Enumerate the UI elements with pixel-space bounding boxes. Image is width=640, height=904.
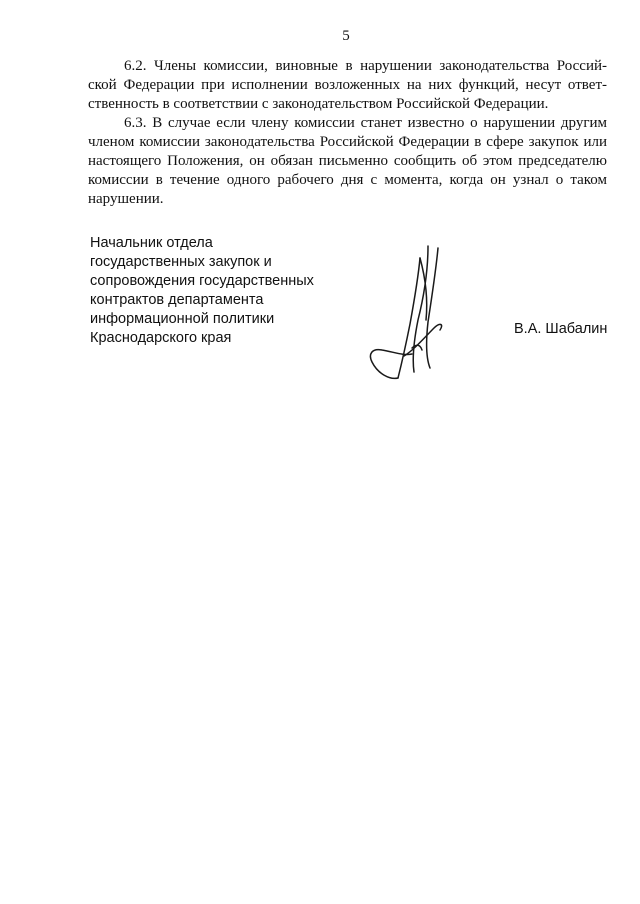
paragraph-6-2-line-1: 6.2. Члены комиссии, виновные в нарушении законодательства Россий- [124,58,607,74]
paragraph-6-3-line-5: нарушении. [88,191,164,207]
paragraph-6-3-line-4: комиссии в течение одного рабочего дня с момента, когда он узнал о таком [88,172,607,188]
position-line-4: контрактов департамента [90,292,264,308]
paragraph-6-2-line-2: ской Федерации при исполнении возложенных на них функций, несут ответ- [88,77,607,93]
signatory-name: В.А. Шабалин [514,321,608,337]
position-line-1: Начальник отдела [90,235,213,251]
handwritten-signature [368,240,448,385]
position-line-5: информационной политики [90,311,275,327]
position-line-2: государственных закупок и [90,254,272,270]
paragraph-6-3-line-1: 6.3. В случае если члену комиссии станет известно о нарушении другим [124,115,607,131]
paragraph-6-3-line-2: членом комиссии законодательства Российской Федерации в сфере закупок или [88,134,607,150]
paragraph-6-2-line-3: ственность в соответствии с законодательством Российской Федерации. [88,96,549,112]
position-line-6: Краснодарского края [90,330,232,346]
page-number: 5 [342,28,350,44]
position-line-3: сопровождения государственных [90,273,314,289]
paragraph-6-3-line-3: настоящего Положения, он обязан письменно сообщить об этом председателю [88,153,607,169]
signatory-position [90,234,314,348]
